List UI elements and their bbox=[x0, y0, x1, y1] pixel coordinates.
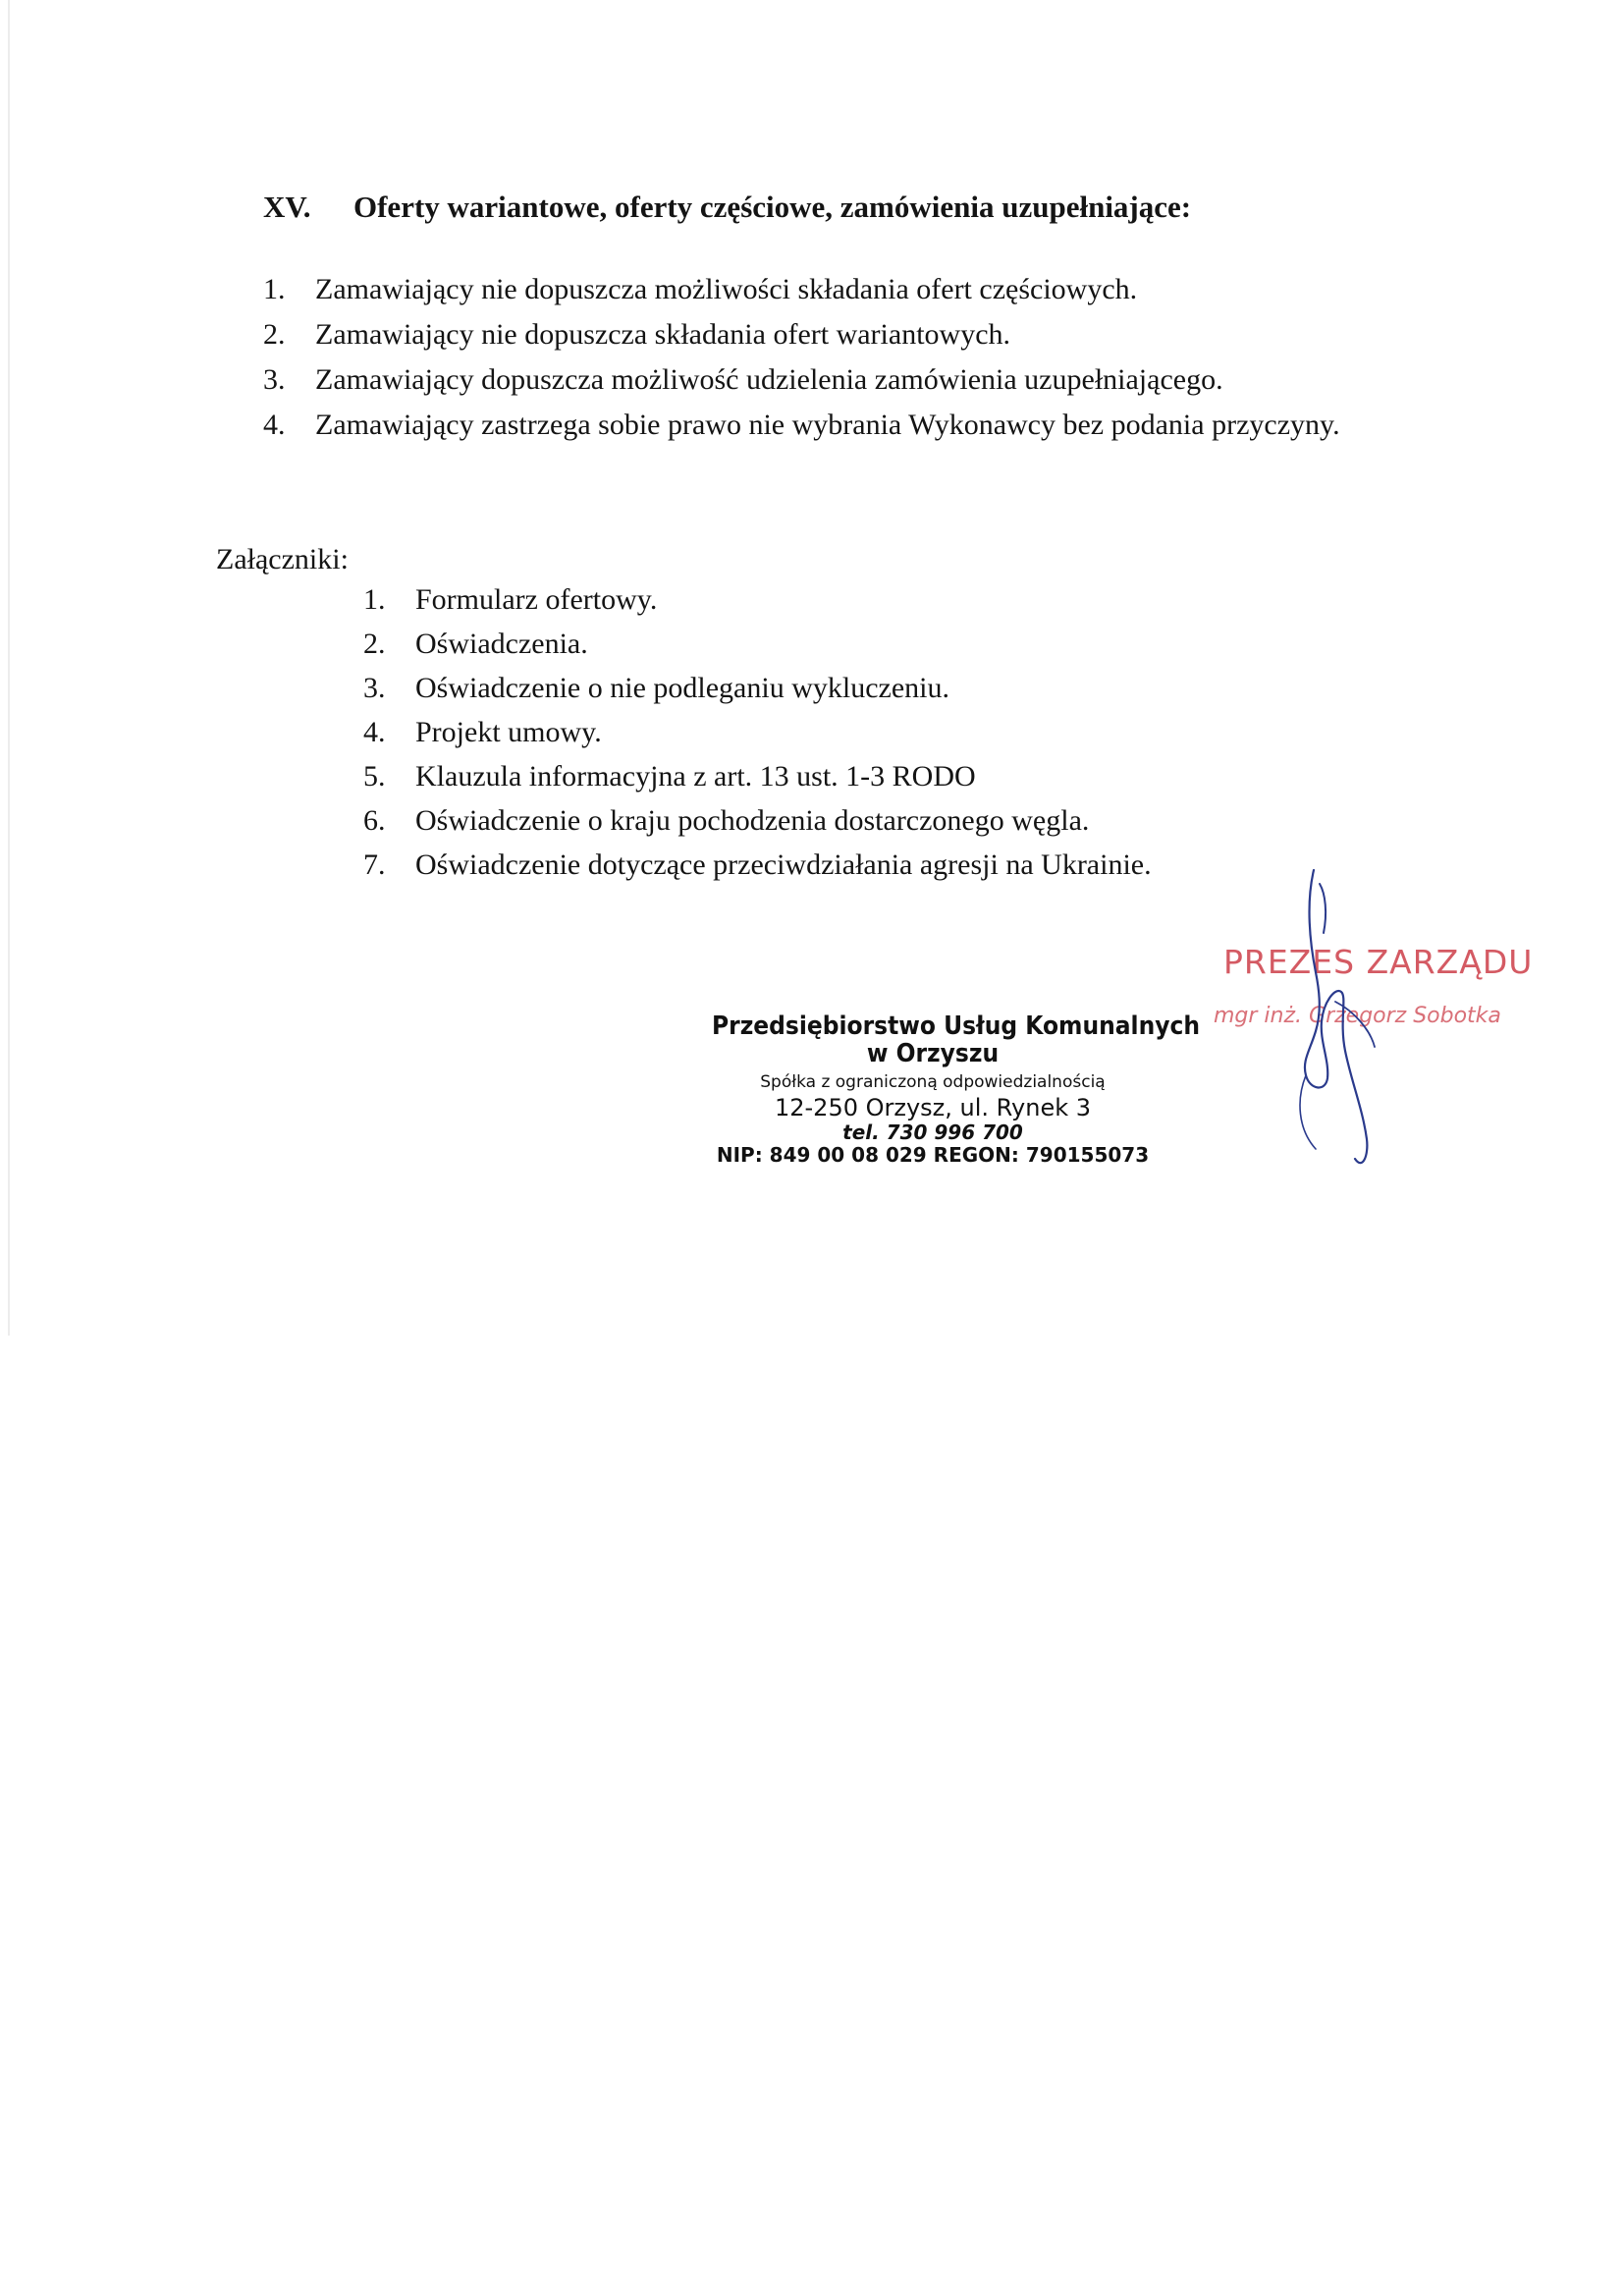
item-number: 2. bbox=[263, 318, 286, 351]
company-location: w Orzyszu bbox=[866, 1039, 1000, 1068]
item-number: 2. bbox=[363, 628, 386, 660]
list-item bbox=[363, 628, 1152, 672]
list-item bbox=[363, 716, 1152, 760]
section-heading bbox=[263, 190, 1191, 225]
item-number: 4. bbox=[263, 409, 286, 441]
section-number: XV. bbox=[263, 190, 311, 224]
item-text: Oświadczenia. bbox=[415, 628, 588, 660]
company-stamp bbox=[687, 1011, 1201, 1167]
item-text: Oświadczenie o nie podleganiu wykluczeniu. bbox=[415, 672, 949, 704]
list-item bbox=[363, 848, 1152, 893]
item-text: Zamawiający nie dopuszcza możliwości składania ofert częściowych. bbox=[315, 273, 1138, 305]
company-address: 12-250 Orzysz, ul. Rynek 3 bbox=[774, 1094, 1092, 1121]
item-number: 5. bbox=[363, 760, 386, 793]
list-item bbox=[263, 363, 1340, 409]
item-text: Klauzula informacyjna z art. 13 ust. 1-3 RODO bbox=[415, 760, 976, 793]
list-item bbox=[263, 318, 1340, 363]
company-name: Przedsiębiorstwo Usług Komunalnych bbox=[712, 1011, 1201, 1041]
requirements-list bbox=[263, 273, 1340, 454]
attachments-title: Załączniki: bbox=[216, 543, 349, 575]
list-item bbox=[363, 804, 1152, 848]
item-text: Zamawiający nie dopuszcza składania ofert wariantowych. bbox=[315, 318, 1011, 351]
handwritten-signature bbox=[1276, 864, 1394, 1178]
item-text: Zamawiający zastrzega sobie prawo nie wybrania Wykonawcy bez podania przyczyny. bbox=[315, 409, 1340, 441]
company-phone: tel. 730 996 700 bbox=[842, 1121, 1023, 1144]
item-text: Oświadczenie dotyczące przeciwdziałania agresji na Ukrainie. bbox=[415, 848, 1152, 881]
company-legal-form: Spółka z ograniczoną odpowiedzialnością bbox=[760, 1072, 1106, 1092]
item-text: Projekt umowy. bbox=[415, 716, 602, 748]
section-title: Oferty wariantowe, oferty częściowe, zamówienia uzupełniające: bbox=[353, 190, 1192, 224]
item-number: 1. bbox=[363, 583, 386, 616]
list-item bbox=[363, 672, 1152, 716]
list-item bbox=[263, 409, 1340, 454]
list-item bbox=[363, 583, 1152, 628]
item-number: 3. bbox=[263, 363, 286, 396]
list-item bbox=[363, 760, 1152, 804]
item-number: 3. bbox=[363, 672, 386, 704]
item-number: 1. bbox=[263, 273, 286, 305]
item-number: 6. bbox=[363, 804, 386, 837]
attachments-list bbox=[363, 583, 1152, 893]
item-number: 7. bbox=[363, 848, 386, 881]
president-stamp-title: PREZES ZARZĄDU bbox=[1223, 943, 1534, 981]
item-text: Formularz ofertowy. bbox=[415, 583, 658, 616]
list-item bbox=[263, 273, 1340, 318]
item-text: Zamawiający dopuszcza możliwość udzielenia zamówienia uzupełniającego. bbox=[315, 363, 1223, 396]
company-tax-ids: NIP: 849 00 08 029 REGON: 790155073 bbox=[716, 1143, 1150, 1167]
item-number: 4. bbox=[363, 716, 386, 748]
item-text: Oświadczenie o kraju pochodzenia dostarczonego węgla. bbox=[415, 804, 1090, 837]
president-stamp-name: mgr inż. Grzegorz Sobotka bbox=[1214, 1004, 1501, 1028]
